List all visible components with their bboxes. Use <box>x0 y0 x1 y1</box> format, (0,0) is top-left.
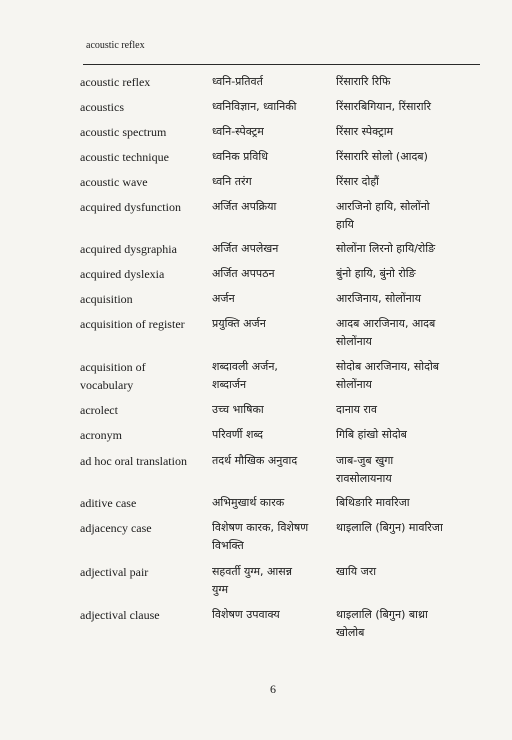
bodo-equivalent: रिंसारबिगियान, रिंसारारि <box>336 100 431 113</box>
english-term: acquired dysgraphia <box>80 242 177 256</box>
bodo-equivalent: रिंसार दोहौं <box>336 175 380 188</box>
hindi-equivalent: ध्वनिविज्ञान, ध्वानिकी <box>212 100 297 113</box>
bodo-equivalent: जाब-जुब खुगा रावसोलायनाय <box>336 454 394 485</box>
bodo-equivalent: बुंनो हायि, बुंनो रोङि <box>336 267 416 280</box>
english-term: acquisition of vocabulary <box>80 360 146 392</box>
bodo-equivalent: आरजिनो हायि, सोलोंनो हायि <box>336 200 430 231</box>
english-term: adjectival clause <box>80 608 160 622</box>
hindi-equivalent: अभिमुखार्थ कारक <box>212 496 285 509</box>
english-term: acquisition <box>80 292 133 306</box>
english-term: ad hoc oral translation <box>80 454 187 468</box>
english-term: adjacency case <box>80 521 152 535</box>
hindi-equivalent: ध्वनि-प्रतिवर्त <box>212 75 263 88</box>
hindi-equivalent: ध्वनि-स्पेक्ट्रम <box>212 125 264 138</box>
bodo-equivalent: खायि जरा <box>336 565 377 578</box>
bodo-equivalent: आदब आरजिनाय, आदब सोलोंनाय <box>336 317 436 348</box>
bodo-equivalent: थाइलालि (बिगुन) बाथ्रा खोलोब <box>336 608 428 639</box>
page-number: 6 <box>270 682 276 696</box>
english-term: acoustic technique <box>80 150 169 164</box>
hindi-equivalent: ध्वनिक प्रविधि <box>212 150 268 163</box>
hindi-equivalent: अर्जित अपक्रिया <box>212 200 277 213</box>
english-term: acquisition of register <box>80 317 185 331</box>
bodo-equivalent: रिंसारारि सोलो (आदब) <box>336 150 428 163</box>
hindi-equivalent: उच्च भाषिका <box>212 403 264 416</box>
english-term: acrolect <box>80 403 118 417</box>
bodo-equivalent: थाइलालि (बिगुन) मावरिजा <box>336 521 443 534</box>
bodo-equivalent: गिबि हांखो सोदोब <box>336 428 407 441</box>
english-term: adjectival pair <box>80 565 149 579</box>
bodo-equivalent: सोलोंना लिरनो हायि/रोङि <box>336 242 436 255</box>
hindi-equivalent: अर्जन <box>212 292 235 305</box>
bodo-equivalent: रिंसार स्पेक्ट्राम <box>336 125 394 138</box>
bodo-equivalent: सोदोब आरजिनाय, सोदोब सोलोंनाय <box>336 360 440 391</box>
english-term: acronym <box>80 428 122 442</box>
running-head: acoustic reflex <box>86 40 145 51</box>
english-term: acoustic wave <box>80 175 148 189</box>
english-term: acoustic reflex <box>80 75 151 89</box>
hindi-equivalent: ध्वनि तरंग <box>212 175 252 188</box>
english-term: acoustic spectrum <box>80 125 167 139</box>
hindi-equivalent: अर्जित अपलेखन <box>212 242 279 255</box>
hindi-equivalent: तदर्थ मौखिक अनुवाद <box>212 454 298 467</box>
hindi-equivalent: परिवर्णी शब्द <box>212 428 263 441</box>
bodo-equivalent: रिंसारारि रिफि <box>336 75 391 88</box>
bodo-equivalent: दानाय राव <box>336 403 377 416</box>
english-term: acquired dyslexia <box>80 267 165 281</box>
hindi-equivalent: शब्दावली अर्जन, शब्दार्जन <box>212 360 278 391</box>
english-term: aditive case <box>80 496 137 510</box>
hindi-equivalent: अर्जित अपपठन <box>212 267 275 280</box>
hindi-equivalent: विशेषण उपवाक्य <box>212 608 280 621</box>
hindi-equivalent: सहवर्ती युग्म, आसन्न युग्म <box>212 565 292 596</box>
bodo-equivalent: बिथिङारि मावरिजा <box>336 496 410 509</box>
bodo-equivalent: आरजिनाय, सोलोंनाय <box>336 292 422 305</box>
hindi-equivalent: विशेषण कारक, विशेषण विभक्ति <box>212 521 309 552</box>
english-term: acquired dysfunction <box>80 200 181 214</box>
hindi-equivalent: प्रयुक्ति अर्जन <box>212 317 266 330</box>
english-term: acoustics <box>80 100 124 114</box>
